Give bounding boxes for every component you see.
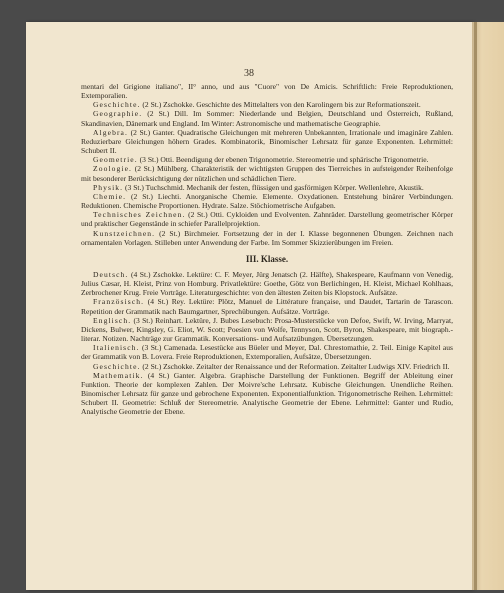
subject-name: Chemie.: [93, 191, 127, 201]
subject-name: Französisch.: [93, 297, 145, 307]
subject-name: Englisch.: [93, 315, 132, 325]
subject-details: (2 St.) Ganter. Quadratische Gleichungen mit mehreren Unbekannten, Irrationale und imaginäre Zahlen. Reduzierbare Gleichungen höhern Grades. Kombinatorik, Binomischer Lehrsatz für ganze Exponenten. Lehrmittel: Schubert II.: [81, 127, 453, 156]
subject-name: Kunstzeichnen.: [93, 228, 156, 238]
subject-details: (2 St.) Zschokke. Zeitalter der Renaissance und der Reformation. Zeitalter Ludwigs XIV. Friedrich II.: [142, 361, 450, 371]
subject-paragraph-deutsch: [81, 270, 453, 297]
subject-paragraph-franzoesisch: [81, 297, 453, 315]
subject-details: (2 St.) Dill. Im Sommer: Niederlande und Belgien, Deutschland und Österreich, Rußland, Skandinavien, Dänemark und England. Im Winter: Astronomische und mathematische Geographie.: [81, 109, 453, 128]
subject-paragraph-italienisch: [81, 343, 453, 361]
subject-details: (2 St.) Birchmeier. Fortsetzung der in der I. Klasse begonnenen Übungen. Zeichnen nach ornamentalen Vorlagen. Stilleben unter Anwendung der Farbe. Im Sommer Skizzierübungen im Freien.: [81, 228, 453, 247]
subject-details: (3 St.) Tuchschmid. Mechanik der festen, flüssigen und gasförmigen Körper. Wellenlehre, Akustik.: [125, 182, 424, 192]
subject-details: (3 St.) Otti. Beendigung der ebenen Trigonometrie. Stereometrie und sphärische Trigonometrie.: [139, 155, 429, 165]
subject-details: (4 St.) Ganter. Algebra. Graphische Darstellung der Funktionen. Begriff der Ableitung einer Funktion. Theorie der komplexen Zahlen. Der Moivre'sche Lehrsatz. Kubische Gleichungen. Unendliche Reihen. Binomischer Lehrsatz für ganze und gebrochene Exponenten. Exponentialfunktion. Trigonometrische Reihen. Lehrmittel: Schubert II. Geometrie: Schluß der Stereometrie. Analytische Geometrie der Ebene. Lehrmittel: Ganter und Rudio, Analytische Geometrie der Ebene.: [81, 370, 454, 417]
subject-name: Algebra.: [93, 127, 128, 137]
subject-paragraph-kunstzeichnen: [81, 229, 453, 247]
subject-paragraph-mathematik: [81, 371, 453, 417]
document-page: [26, 22, 472, 590]
subject-paragraph-geschichte-iii: [81, 362, 453, 371]
subject-paragraph-geschichte: [81, 100, 453, 109]
subject-name: Zoologie.: [93, 164, 133, 174]
subject-details: (3 St.) Camenada. Lesestücke aus Büeler und Meyer, Dal. Chrestomathie, 2. Teil. Einige Kapitel aus der Grammatik von B. Lovera. Freie Reproduktionen, Extemporalien, Aufsätze, Übersetzungen.: [81, 343, 453, 362]
page-content: [81, 82, 453, 416]
subject-name: Geometrie.: [93, 155, 138, 165]
binding-shadow: [474, 22, 477, 590]
subject-paragraph-chemie: [81, 192, 453, 210]
subject-details: (2 St.) Liechti. Anorganische Chemie. Elemente. Oxydationen. Entstehung binärer Verbindungen. Reduktionen. Chemische Proportionen. Hydrate. Salze. Stöchiometrische Aufgaben.: [81, 191, 454, 211]
subject-name: Mathematik.: [93, 370, 144, 380]
section-heading: III. Klasse.: [245, 253, 289, 264]
intro-paragraph: mentari del Grigione italiano", II° anno, und aus "Cuore" von De Amicis. Schriftlich: Freie Reproduktionen, Extemporalien.: [81, 82, 453, 101]
page-number: 38: [244, 68, 254, 79]
subject-name: Technisches Zeichnen.: [93, 210, 186, 220]
subject-name: Deutsch.: [93, 269, 129, 279]
subject-name: Geographie.: [93, 109, 143, 119]
subject-details: (2 St.) Mühlberg. Charakteristik der wichtigsten Gruppen des Tierreiches in aufsteigender Reihenfolge mit besonderer Berücksichtigung der nützlichen und schädlichen Tiere.: [81, 164, 453, 183]
subject-name: Geschichte.: [93, 100, 141, 110]
subject-paragraph-zoologie: [81, 164, 453, 182]
subject-paragraph-technisches-zeichnen: [81, 210, 453, 228]
subject-paragraph-geographie: [81, 109, 453, 127]
subject-paragraph-physik: [81, 183, 453, 192]
subject-paragraph-geometrie: [81, 155, 453, 164]
subject-details: (2 St.) Zschokke. Geschichte des Mittelalters von den Karolingern bis zur Reformationszeit.: [142, 100, 421, 110]
subject-details: (4 St.) Zschokke. Lektüre: C. F. Meyer, Jürg Jenatsch (2. Hälfte), Shakespeare, Kaufmann von Venedig, Julius Cæsar, H. Kleist, Prinz von Homburg. Privatlektüre: Goethe, Götz von Berlichingen, H. Kleist, Michael Kohlhaas, Zerbrochener Krug. Freie Vorträge. Literaturgeschichte: von den ältesten Zeiten bis Klopstock. Aufsätze.: [81, 269, 454, 298]
subject-details: (3 St.) Reinhart. Lektüre, J. Bubes Lesebuch: Prosa-Musterstücke von Defoe, Swift, W. Irving, Marryat, Dickens, Bulwer, Kingsley, G. Eliot, W. Scott; Poesien von Wolfe, Tennyson, Scott, Byron, Shakespeare, mit biograph.-literar. Notizen. Nachträge zur Grammatik. Konversations- und Aufsatzübungen. Übersetzungen.: [81, 315, 453, 344]
subject-name: Geschichte.: [93, 361, 141, 371]
subject-paragraph-algebra: [81, 128, 453, 155]
subject-paragraph-englisch: [81, 316, 453, 343]
subject-name: Italienisch.: [93, 343, 140, 353]
subject-details: (4 St.) Rey. Lektüre: Plötz, Manuel de Littérature française, und Daudet, Tartarin de Tarascon. Repetition der Grammatik nach Baumgartner, Sprechübungen. Aufsätze. Vorträge.: [81, 297, 453, 316]
subject-details: (2 St.) Otti. Cykloiden und Evolventen. Zahnräder. Darstellung geometrischer Körper und praktischer Gegenstände in schiefer Parallelprojektion.: [81, 210, 453, 229]
subject-name: Physik.: [93, 182, 124, 192]
